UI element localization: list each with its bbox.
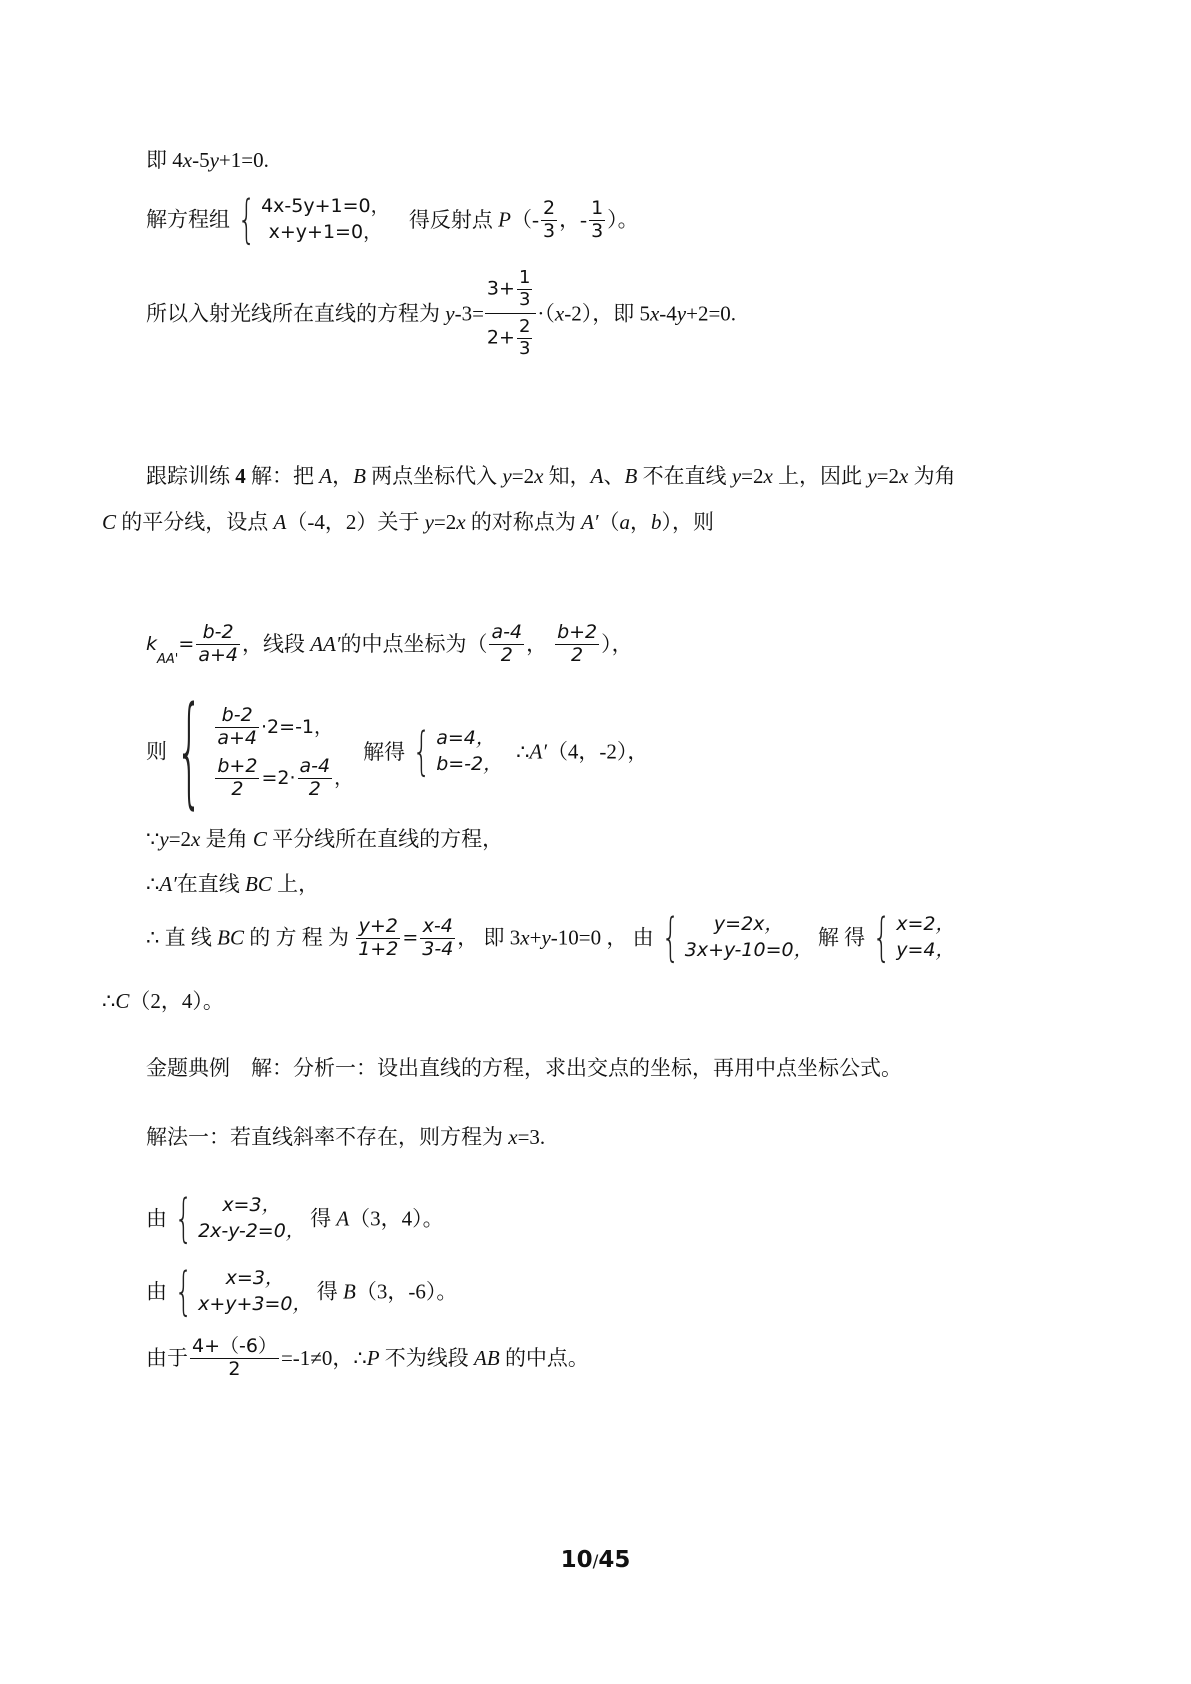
- fraction: $\frac{1}{3}$: [591, 196, 604, 242]
- page-current: 10: [560, 1547, 593, 1573]
- system-equation: 4x-5y+1=0，: [261, 195, 390, 218]
- fraction: $\frac{2}{3}$: [542, 196, 556, 242]
- text: -5: [192, 148, 210, 172]
- text: ·（: [537, 301, 555, 326]
- equation-line: 由于 $\frac{4+(-6)}{2}$ =-1≠0，∴P 不为线段 AB 的中点。: [146, 1335, 589, 1380]
- text: 所以入射光线所在直线的方程为: [146, 301, 446, 326]
- var-P: P: [498, 207, 511, 232]
- fraction: $\frac{x-4}{3-4}$: [422, 914, 454, 960]
- equation-line: $k_{AA'}=$ $\frac{b-2}{a+4}$ ，线段 AA′的中点坐标为（ $\frac{a-4}{2}$ ， $\frac{b+2}{2}$ ），: [146, 621, 633, 668]
- text: +1=0.: [218, 148, 269, 172]
- text-line: ∴C（2，4）。: [102, 989, 224, 1013]
- text: ，-: [559, 207, 588, 232]
- complex-fraction: 3+ $\frac{1}{3}$ 2+ $\frac{2}{3}$: [485, 268, 536, 360]
- system-brace: { x=3， 2x-y-2=0，: [174, 1189, 305, 1249]
- system-brace: { x=3， x+y+3=0，: [174, 1262, 312, 1322]
- equation-system-line: 由 { x=3， x+y+3=0， 得 B（3，-6）。: [146, 1262, 458, 1322]
- text-line: 解法一：若直线斜率不存在，则方程为 x=3.: [146, 1125, 546, 1149]
- var-x: x: [182, 148, 193, 172]
- system-brace: { x=2， y=4，: [872, 908, 955, 968]
- text: 即: [146, 148, 173, 172]
- fraction: $\frac{y+2}{1+2}$: [358, 914, 399, 960]
- text: 解方程组: [146, 207, 230, 232]
- system-brace: { a=4， b=-2，: [412, 722, 503, 782]
- text-line: 金题典例 解：分析一：设出直线的方程，求出交点的坐标，再用中点坐标公式。: [146, 1056, 902, 1080]
- text: -2），即 5: [564, 301, 650, 326]
- page-number: [0, 1547, 1191, 1573]
- equation-line: [146, 268, 736, 360]
- equation-system-line: [146, 190, 639, 250]
- paragraph-line: 跟踪训练 4 解：把 A，B 两点坐标代入 y=2x 知，A、B 不在直线 y=2x 上，因此 y=2x 为角: [146, 464, 956, 488]
- page-total: 45: [598, 1547, 631, 1573]
- text: -4: [659, 301, 677, 326]
- equation-system-line: 则 { $\frac{b-2}{a+4}$ ·2=-1， $\frac{b+2}{2}$ =2· $\frac{a-4}{2}$ ， 解得 { a=4， b=-2， ∴A′（4，-2），: [146, 682, 649, 821]
- var-y: y: [676, 301, 687, 326]
- system-brace: { y=2x， 3x+y-10=0，: [661, 908, 813, 968]
- var-x: x: [649, 301, 660, 326]
- var-y: y: [209, 148, 219, 172]
- text: -3=: [454, 301, 484, 326]
- fraction: $\frac{b-2}{a+4}$: [198, 621, 238, 666]
- equation-system-line: 由 { x=3， 2x-y-2=0， 得 A（3，4）。: [146, 1189, 444, 1249]
- text: 得反射点: [408, 207, 499, 232]
- system-equation: x+y+1=0，: [268, 221, 383, 243]
- fraction: $\frac{4+(-6)}{2}$: [192, 1335, 277, 1380]
- text: ）。: [607, 207, 639, 232]
- text-line: ∵y=2x 是角 C 平分线所在直线的方程，: [146, 827, 504, 851]
- text-line: 即 4x-5y+1=0.: [146, 148, 269, 172]
- equation-line: ∴ 直 线 BC 的 方 程 为 $\frac{y+2}{1+2}$ = $\frac{x-4}{3-4}$ ， 即 3x+y-10=0 ， 由 { y=2x， 3x+y-10=0， 解 得 { x=2， y=4，: [146, 908, 955, 968]
- paragraph-line: C 的平分线，设点 A（-4，2）关于 y=2x 的对称点为 A′（a，b），则: [102, 510, 715, 534]
- fraction: $\frac{b+2}{2}$: [557, 621, 598, 666]
- text-line: ∴A′在直线 BC 上，: [146, 872, 320, 896]
- text: +2=0.: [686, 301, 737, 326]
- system-brace: { $\frac{b-2}{a+4}$ ·2=-1， $\frac{b+2}{2}$ =2· $\frac{a-4}{2}$ ，: [175, 682, 354, 821]
- var-x: x: [554, 301, 565, 326]
- page-separator: /: [592, 1552, 599, 1572]
- text: （-: [510, 207, 539, 232]
- var-y: y: [445, 301, 455, 326]
- fraction: $\frac{a-4}{2}$: [491, 621, 523, 666]
- system-brace: { 4x-5y+1=0， x+y+1=0，: [237, 190, 390, 250]
